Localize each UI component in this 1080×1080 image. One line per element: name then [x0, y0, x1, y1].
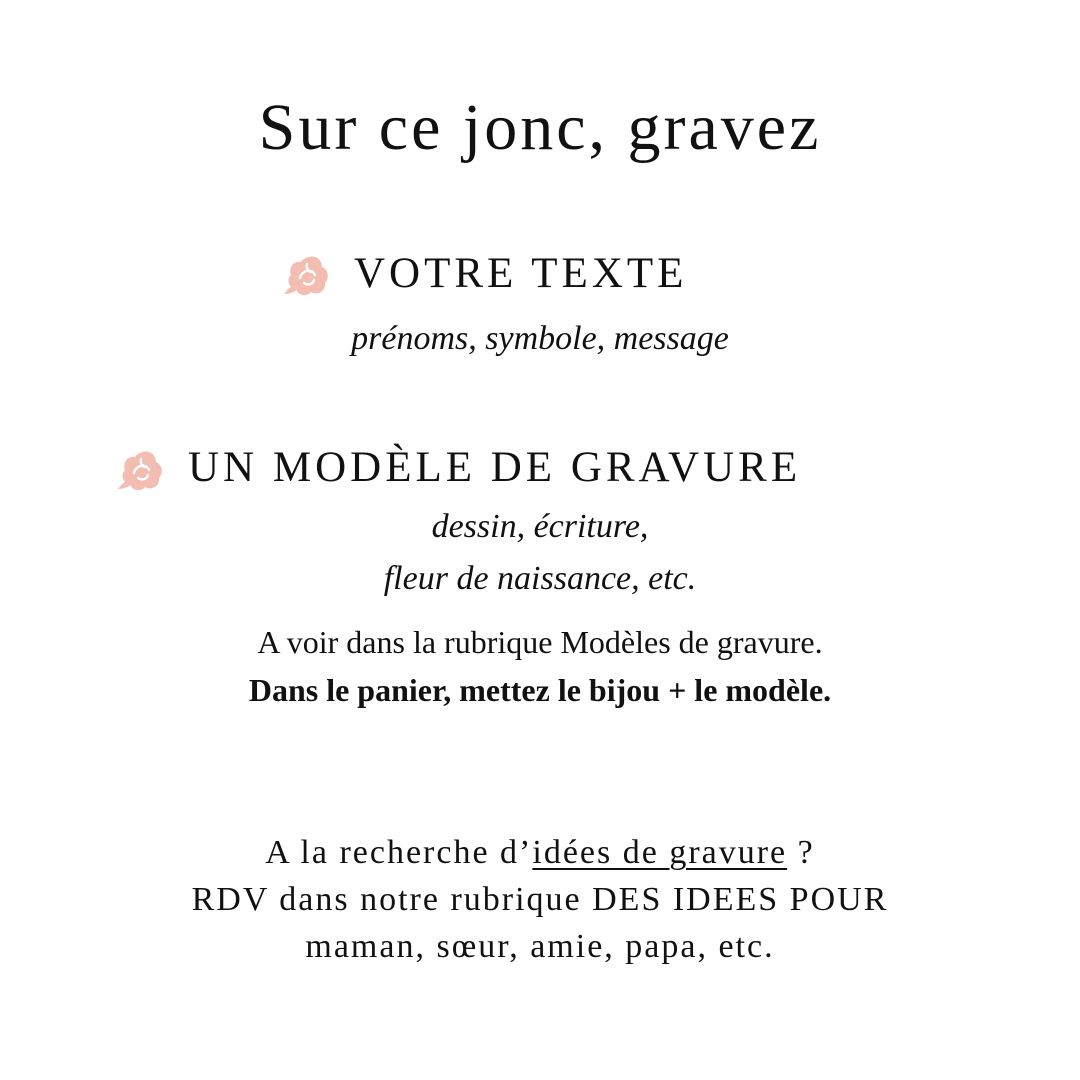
rose-flower-icon	[280, 250, 332, 302]
footer-line-1-suffix: ?	[787, 834, 815, 871]
option-model-subtitle-line1: dessin, écriture,	[431, 508, 649, 545]
option-text-subtitle: prénoms, symbole, message	[351, 320, 729, 357]
rose-flower-icon	[114, 445, 166, 497]
page-title: Sur ce jonc, gravez	[258, 91, 822, 164]
option-model-heading: UN MODÈLE DE GRAVURE	[188, 444, 802, 491]
option-text-heading: VOTRE TEXTE	[354, 250, 688, 297]
engraving-ideas-link[interactable]: idées de gravure	[532, 834, 788, 871]
footer-line-3: maman, sœur, amie, papa, etc.	[305, 928, 775, 965]
option-model-note: A voir dans la rubrique Modèles de gravure.	[257, 624, 823, 660]
footer-line-2: RDV dans notre rubrique DES IDEES POUR	[191, 881, 889, 918]
option-model-subtitle-line2: fleur de naissance, etc.	[383, 560, 697, 597]
footer-line-1	[0, 830, 1080, 876]
footer-line-1-prefix: A la recherche d’	[265, 834, 533, 871]
option-model-note-bold: Dans le panier, mettez le bijou + le modèle.	[248, 672, 832, 708]
